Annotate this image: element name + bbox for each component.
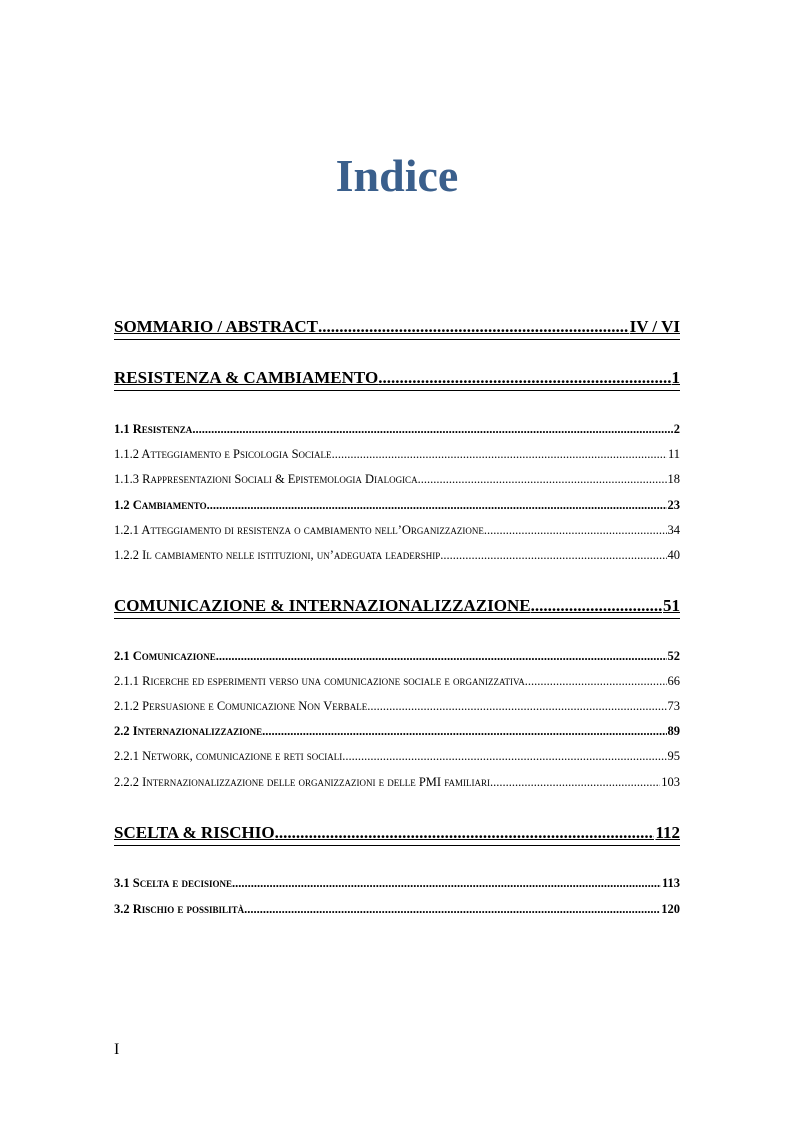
toc-entry-page: 52 [667, 649, 680, 663]
toc-entry-page: 11 [667, 447, 680, 461]
dot-leader [490, 774, 660, 790]
toc-entry-1-2-2[interactable] [114, 547, 680, 563]
toc-entry-1-2-1[interactable] [114, 522, 680, 538]
toc-entry-1-1[interactable] [114, 421, 680, 437]
toc-entry-2-2-2[interactable] [114, 774, 680, 790]
dot-leader [342, 748, 666, 764]
dot-leader [440, 547, 666, 563]
toc-entry-2-2-1[interactable] [114, 748, 680, 764]
dot-leader [531, 596, 662, 616]
toc-entry-label: 2.1.2 Persuasione e Comunicazione Non Verbale [114, 699, 368, 713]
toc-entry-label: RESISTENZA & CAMBIAMENTO [114, 368, 379, 387]
toc-entry-page: IV / VI [629, 317, 680, 336]
toc-entry-label: 3.2 Rischio e possibilità [114, 902, 245, 916]
dot-leader [216, 648, 667, 664]
page-title: Indice [335, 150, 459, 201]
toc-entry-scelta-rischio[interactable] [114, 823, 680, 846]
dot-leader [262, 723, 666, 739]
toc-entry-page: 40 [667, 548, 680, 562]
toc-entry-2-1-1[interactable] [114, 673, 680, 689]
dot-leader [484, 522, 667, 538]
toc-entry-label: 2.1.1 Ricerche ed esperimenti verso una comunicazione sociale e organizzativa [114, 674, 525, 688]
dot-leader [367, 698, 666, 714]
toc-entry-1-1-2[interactable] [114, 446, 680, 462]
toc-entry-label: 3.1 Scelta e decisione [114, 876, 232, 890]
toc-entry-page: 51 [663, 596, 680, 615]
toc-entry-label: 2.2 Internazionalizzazione [114, 724, 263, 738]
toc-entry-label: 2.2.1 Network, comunicazione e reti sociali [114, 749, 343, 763]
dot-leader [232, 875, 661, 891]
toc-entry-page: 112 [655, 823, 680, 842]
toc-entry-label: 2.2.2 Internazionalizzazione delle organizzazioni e delle PMI familiari [114, 775, 491, 789]
toc-entry-page: 34 [667, 523, 680, 537]
dot-leader [244, 901, 660, 917]
toc-entry-label: 2.1 Comunicazione [114, 649, 216, 663]
toc-entry-label: 1.2 Cambiamento [114, 498, 207, 512]
toc-entry-page: 2 [673, 422, 680, 436]
toc-entry-page: 73 [667, 699, 680, 713]
toc-entry-label: 1.1 Resistenza [114, 422, 193, 436]
toc-entry-2-2[interactable] [114, 723, 680, 739]
toc-entry-sommario[interactable] [114, 317, 680, 340]
toc-entry-page: 89 [667, 724, 680, 738]
toc-entry-page: 1 [671, 368, 680, 387]
dot-leader [192, 421, 672, 437]
toc-entry-3-1[interactable] [114, 875, 680, 891]
dot-leader [207, 497, 667, 513]
toc-entry-label: 1.1.3 Rappresentazioni Sociali & Epistemologia Dialogica [114, 472, 418, 486]
toc-entry-page: 23 [667, 498, 680, 512]
toc-entry-1-2[interactable] [114, 497, 680, 513]
toc-entry-resistenza-cambiamento[interactable] [114, 368, 680, 391]
toc-entry-2-1-2[interactable] [114, 698, 680, 714]
toc-entry-page: 120 [661, 902, 680, 916]
dot-leader [275, 823, 655, 843]
toc-entry-label: 1.2.2 Il cambiamento nelle istituzioni, un’adeguata leadership [114, 548, 441, 562]
dot-leader [378, 368, 670, 388]
toc-entry-label: SOMMARIO / ABSTRACT [114, 317, 319, 336]
toc-entry-page: 103 [661, 775, 680, 789]
toc-entry-2-1[interactable] [114, 648, 680, 664]
page-number: I [114, 1041, 120, 1058]
dot-leader [318, 317, 629, 337]
dot-leader [418, 471, 667, 487]
toc-entry-label: 1.2.1 Atteggiamento di resistenza o cambiamento nell’Organizzazione [114, 523, 484, 537]
toc-entry-label: COMUNICAZIONE & INTERNAZIONALIZZAZIONE [114, 596, 531, 615]
toc-entry-label: SCELTA & RISCHIO [114, 823, 275, 842]
toc-entry-page: 113 [661, 876, 680, 890]
dot-leader [332, 446, 667, 462]
toc-entry-3-2[interactable] [114, 901, 680, 917]
toc-entry-1-1-3[interactable] [114, 471, 680, 487]
toc-entry-page: 18 [667, 472, 680, 486]
dot-leader [525, 673, 667, 689]
toc-entry-page: 95 [667, 749, 680, 763]
toc-entry-comunicazione-internazionalizzazione[interactable] [114, 596, 680, 619]
toc-entry-label: 1.1.2 Atteggiamento e Psicologia Sociale [114, 447, 332, 461]
toc-entry-page: 66 [667, 674, 680, 688]
